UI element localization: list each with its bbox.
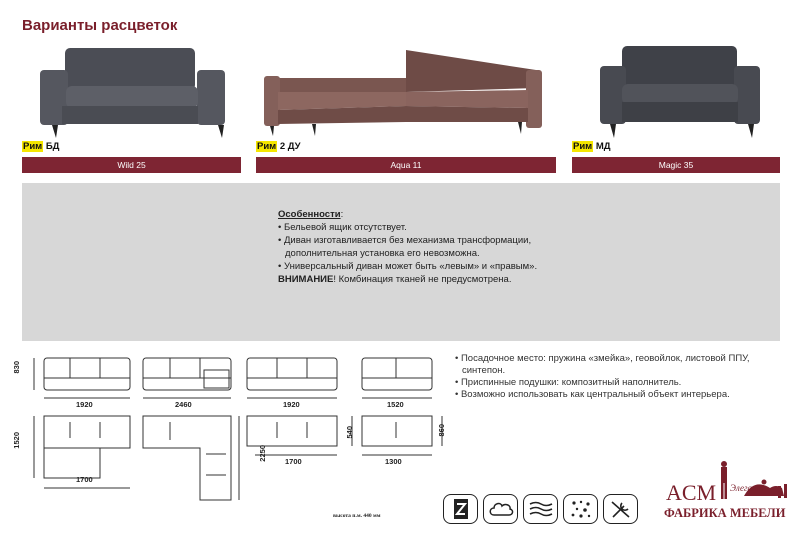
cloud-icon: [483, 494, 518, 524]
variant-model-label: Рим МД: [573, 141, 611, 152]
logo-acm: ACM: [666, 480, 717, 505]
features-text: [278, 208, 537, 286]
dim-label: 1920: [76, 400, 93, 409]
dim-label: 1520: [387, 400, 404, 409]
logo-silhouette-icon: [714, 458, 794, 502]
specs-list: [455, 353, 785, 401]
variant-card-3: [572, 40, 780, 170]
feature-line: • Универсальный диван может быть «левым» и «правым».: [278, 261, 538, 272]
dim-label: 1520: [12, 432, 21, 449]
feature-line: • Диван изготавливается без механизма трансформации,: [278, 235, 532, 246]
dim-label: 2460: [175, 400, 192, 409]
spec-line: • Посадочное место: пружина «змейка», геовойлок, листовой ППУ,: [455, 353, 750, 364]
dots-icon: [563, 494, 598, 524]
seat-height-note: высота п.м. 440 мм: [333, 513, 381, 519]
spec-line: • Приспинные подушки: композитный наполнитель.: [455, 377, 682, 388]
dim-label: 1700: [76, 475, 93, 484]
warning-line: ВНИМАНИЕ! Комбинация тканей не предусмотрена.: [278, 274, 512, 285]
logo-elegant: Элегант: [730, 483, 763, 493]
z-spring-icon: [443, 494, 478, 524]
wrench-icon: [603, 494, 638, 524]
sofa-image-aqua: [256, 40, 556, 140]
dim-label: 1700: [285, 457, 302, 466]
logo-factory: ФАБРИКА МЕБЕЛИ: [664, 506, 786, 520]
fabric-bar: Wild 25: [22, 157, 241, 173]
feature-line: дополнительная установка его невозможна.: [285, 248, 480, 259]
fabric-bar: Aqua 11: [256, 157, 556, 173]
variant-card-2: [256, 40, 556, 170]
layers-icon: [523, 494, 558, 524]
variant-model-label: Рим БД: [23, 141, 60, 152]
sofa-image-wild: [22, 40, 241, 140]
sofa-image-magic: [572, 40, 780, 140]
dim-label: 1300: [385, 457, 402, 466]
spec-line: • Возможно использовать как центральный объект интерьера.: [455, 389, 730, 400]
dim-label: 540: [345, 426, 354, 439]
brand-logo: [662, 458, 792, 528]
page-title: Варианты расцветок: [22, 17, 178, 34]
variant-model-label: Рим 2 ДУ: [257, 141, 301, 152]
dim-label: 860: [437, 424, 446, 437]
variant-card-1: [22, 40, 241, 170]
feature-line: • Бельевой ящик отсутствует.: [278, 222, 407, 233]
feature-icons: [443, 494, 638, 524]
dim-label: 1920: [283, 400, 300, 409]
dimension-drawings: [0, 350, 450, 535]
fabric-bar: Magic 35: [572, 157, 780, 173]
spec-line: синтепон.: [462, 365, 506, 376]
dim-label: 830: [12, 361, 21, 374]
features-heading: Особенности:: [278, 209, 344, 220]
dim-label: 2250: [258, 445, 267, 462]
